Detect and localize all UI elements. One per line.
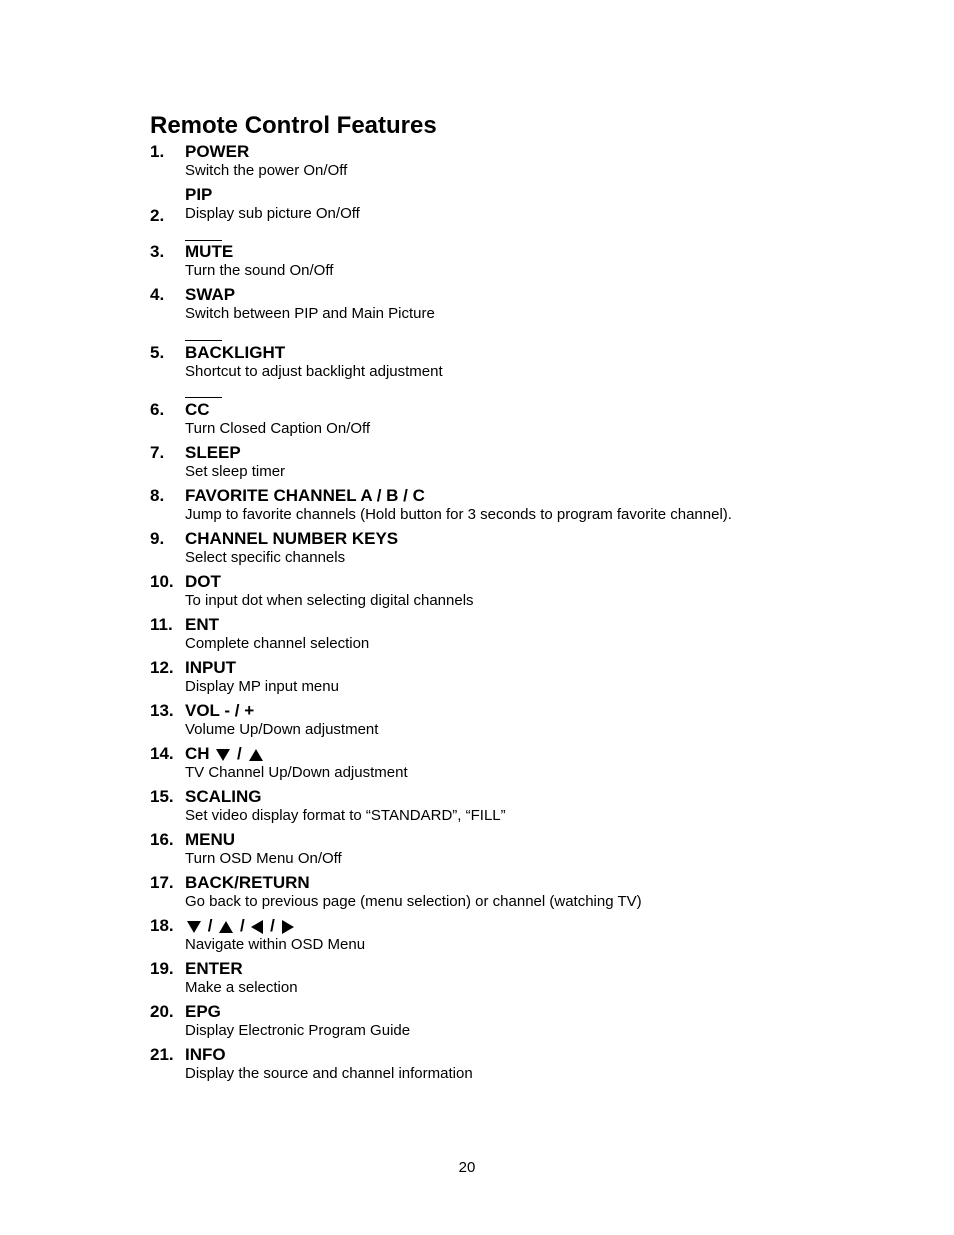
item-number: 19. [150,959,174,978]
item-number: 20. [150,1002,174,1021]
item-description: Navigate within OSD Menu [185,936,366,953]
item-number: 6. [150,400,165,419]
item-description: Switch between PIP and Main Picture [185,305,435,322]
triangle-down-icon [216,749,230,761]
item-name: DOT [185,572,221,591]
item-number: 9. [150,529,165,548]
item-description: Display MP input menu [185,678,339,695]
item-description: TV Channel Up/Down adjustment [185,764,408,781]
item-name: PIP [185,185,213,204]
item-name: EPG [185,1002,221,1021]
triangle-down-icon [187,921,201,933]
item-number: 15. [150,787,174,806]
item-number: 17. [150,873,174,892]
item-name-prefix: CH [185,744,210,763]
item-number: 12. [150,658,174,677]
item-description: Select specific channels [185,549,346,566]
item-description: Turn the sound On/Off [185,262,334,279]
item-number: 14. [150,744,174,763]
divider [185,397,222,398]
item-name: SWAP [185,285,236,304]
separator: / [270,916,275,935]
item-description: Go back to previous page (menu selection) or channel (watching TV) [185,893,642,910]
item-number: 7. [150,443,165,462]
item-name: CC [185,400,210,419]
item-description: Complete channel selection [185,635,370,652]
item-number: 3. [150,242,165,261]
separator: / [239,916,245,935]
item-description: Set sleep timer [185,463,286,480]
item-name: FAVORITE CHANNEL A / B / C [185,486,425,505]
item-number: 1. [150,142,165,161]
item-description: Turn OSD Menu On/Off [185,850,342,867]
item-name: SLEEP [185,443,241,462]
item-number: 11. [150,615,173,634]
item-number: 4. [150,285,165,304]
page-title: Remote Control Features [150,112,437,139]
item-number: 13. [150,701,174,720]
item-description: Display sub picture On/Off [185,205,360,222]
triangle-right-icon [282,920,294,934]
item-name: SCALING [185,787,262,806]
item-description: Jump to favorite channels (Hold button for 3 seconds to program favorite channel). [185,506,732,523]
page-number: 20 [458,1159,476,1176]
item-number: 10. [150,572,174,591]
item-description: Set video display format to “STANDARD”, “FILL” [185,807,506,824]
separator: / [237,744,242,763]
item-name: MENU [185,830,236,849]
item-name: BACK/RETURN [185,873,310,892]
item-name: BACKLIGHT [185,343,286,362]
triangle-up-icon [249,749,263,761]
item-description: Switch the power On/Off [185,162,348,179]
item-name: MUTE [185,242,234,261]
item-number: 21. [150,1045,174,1064]
item-description: Make a selection [185,979,298,996]
item-description: Shortcut to adjust backlight adjustment [185,363,443,380]
item-name: POWER [185,142,250,161]
item-name: CHANNEL NUMBER KEYS [185,529,399,548]
divider [185,240,222,241]
item-number: 5. [150,343,165,362]
item-description: Display the source and channel information [185,1065,473,1082]
item-name: ENT [185,615,219,634]
item-description: Turn Closed Caption On/Off [185,420,371,437]
item-name: VOL - / + [185,701,255,720]
item-description: To input dot when selecting digital channels [185,592,474,609]
divider [185,340,222,341]
separator: / [207,916,213,935]
item-description: Display Electronic Program Guide [185,1022,411,1039]
item-name [185,744,265,764]
item-name: INFO [185,1045,226,1064]
item-name: ENTER [185,959,243,978]
triangle-up-icon [219,921,233,933]
item-description: Volume Up/Down adjustment [185,721,379,738]
item-name [185,916,296,936]
item-number: 2. [150,206,165,225]
item-number: 8. [150,486,165,505]
item-name: INPUT [185,658,236,677]
triangle-left-icon [251,920,263,934]
item-number: 16. [150,830,174,849]
item-number: 18. [150,916,174,935]
